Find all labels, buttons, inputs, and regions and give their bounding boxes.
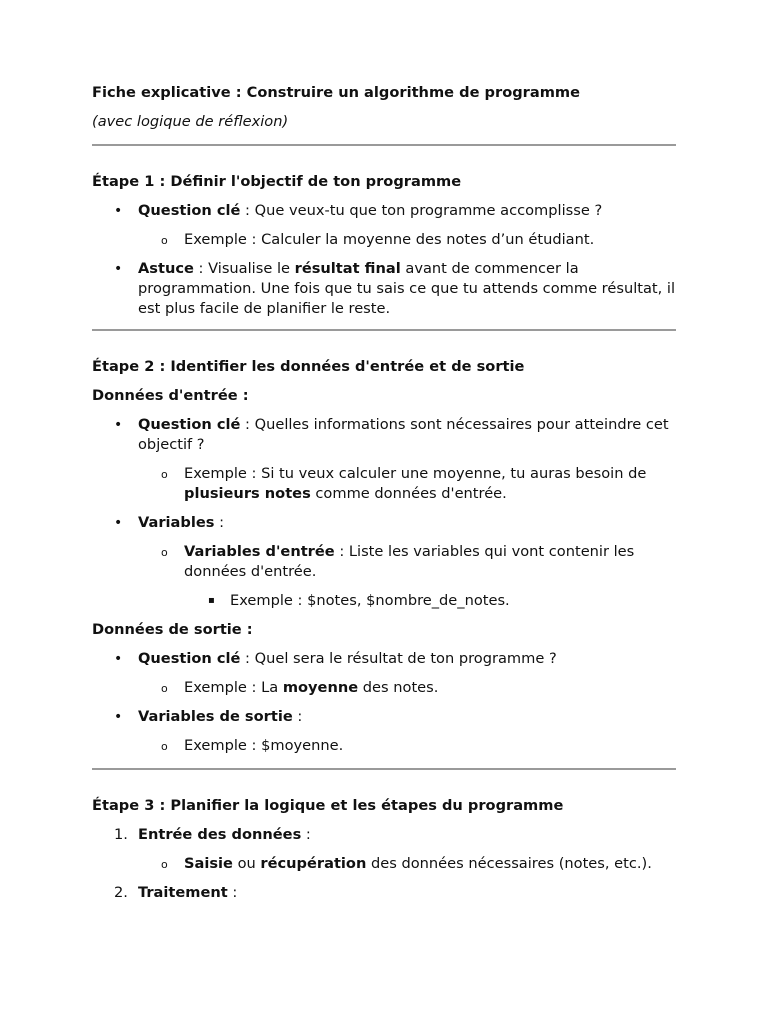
item-text: Exemple : La: [184, 679, 283, 696]
document-title: Fiche explicative : Construire un algorithme de programme: [92, 84, 581, 101]
item-text: :: [227, 884, 238, 901]
list-number: 2.: [114, 884, 128, 901]
item-text: Exemple : $notes, $nombre_de_notes.: [230, 592, 510, 609]
document-subtitle: (avec logique de réflexion): [92, 113, 289, 130]
divider: [92, 144, 676, 146]
divider: [92, 329, 676, 331]
bullet-list: [92, 649, 682, 756]
bold-label: Question clé: [138, 650, 241, 667]
bullet-icon: •: [114, 709, 123, 725]
section-heading: Étape 2 : Identifier les données d'entrée et de sortie: [92, 358, 525, 375]
circle-bullet-icon: o: [161, 468, 168, 481]
item-text: : Quel sera le résultat de ton programme ?: [240, 650, 557, 667]
list-item: [92, 230, 682, 250]
bullet-icon: •: [114, 203, 123, 219]
bold-text: plusieurs notes: [184, 485, 311, 502]
list-item: [92, 854, 682, 874]
bold-text: Saisie: [184, 855, 233, 872]
list-item: [92, 464, 682, 504]
section-heading: Étape 3 : Planifier la logique et les étapes du programme: [92, 797, 564, 814]
bold-text: récupération: [260, 855, 367, 872]
document-content: [92, 83, 682, 912]
item-text: : Liste les variables qui vont contenir les données d'entrée.: [184, 543, 635, 580]
item-text: :: [292, 708, 303, 725]
subsection-heading: Données d'entrée :: [92, 387, 249, 404]
subsection-heading: Données de sortie :: [92, 621, 253, 638]
bold-label: Astuce: [138, 260, 194, 277]
section-etape-2: [92, 357, 682, 756]
circle-bullet-icon: o: [161, 546, 168, 559]
circle-bullet-icon: o: [161, 858, 168, 871]
bold-label: Question clé: [138, 416, 241, 433]
circle-bullet-icon: o: [161, 234, 168, 247]
list-item: [92, 883, 682, 903]
item-text: avant de commencer la programmation. Une fois que tu sais ce que tu attends comme résultat, il est plus facile de planifier le reste.: [138, 260, 676, 317]
list-item: [92, 736, 682, 756]
numbered-list: [92, 825, 682, 903]
bold-text: moyenne: [282, 679, 359, 696]
list-item: [92, 707, 682, 727]
list-item: [92, 259, 682, 319]
bullet-icon: •: [114, 417, 123, 433]
bold-label: Entrée des données: [138, 826, 302, 843]
bullet-icon: •: [114, 651, 123, 667]
list-item: [92, 201, 682, 221]
divider: [92, 768, 676, 770]
item-text: :: [214, 514, 224, 531]
bullet-list: [92, 201, 682, 319]
section-etape-3: [92, 796, 682, 903]
item-text: : Visualise le: [193, 260, 295, 277]
item-text: des notes.: [358, 679, 439, 696]
item-text: comme données d'entrée.: [310, 485, 507, 502]
list-item: [92, 542, 682, 582]
section-etape-1: [92, 172, 682, 319]
item-text: ou: [232, 855, 261, 872]
bullet-icon: •: [114, 261, 123, 277]
list-item: [92, 591, 682, 611]
item-text: Exemple : Calculer la moyenne des notes d’un étudiant.: [184, 231, 595, 248]
item-text: Exemple : $moyenne.: [184, 737, 344, 754]
item-text: : Que veux-tu que ton programme accomplisse ?: [240, 202, 603, 219]
bold-label: Traitement: [138, 884, 228, 901]
list-item: [92, 415, 682, 455]
list-item: [92, 513, 682, 533]
bold-label: Variables d'entrée: [184, 543, 335, 560]
item-text: : Quelles informations sont nécessaires pour atteindre cet objectif ?: [138, 416, 669, 453]
item-text: Exemple : Si tu veux calculer une moyenne, tu auras besoin de: [184, 465, 647, 482]
bold-text: résultat final: [294, 260, 401, 277]
bold-label: Variables: [138, 514, 215, 531]
bullet-list: [92, 415, 682, 611]
list-item: [92, 825, 682, 845]
list-item: [92, 649, 682, 669]
circle-bullet-icon: o: [161, 682, 168, 695]
square-bullet-icon: ▪: [208, 595, 215, 606]
bold-label: Variables de sortie: [138, 708, 293, 725]
circle-bullet-icon: o: [161, 740, 168, 753]
item-text: :: [301, 826, 311, 843]
list-number: 1.: [114, 826, 128, 843]
section-heading: Étape 1 : Définir l'objectif de ton programme: [92, 173, 462, 190]
item-text: des données nécessaires (notes, etc.).: [366, 855, 652, 872]
list-item: [92, 678, 682, 698]
bullet-icon: •: [114, 515, 123, 531]
bold-label: Question clé: [138, 202, 241, 219]
